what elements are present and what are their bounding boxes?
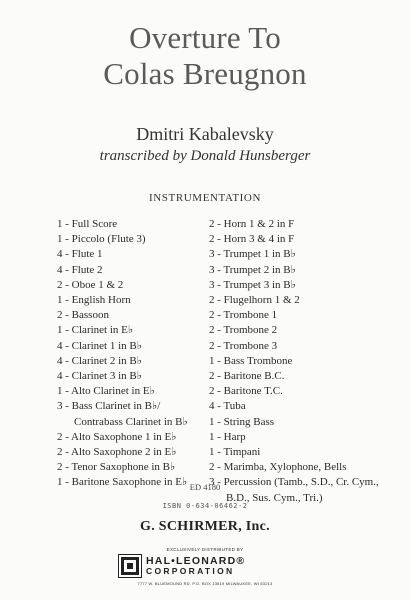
instrument-line: 2 - Bassoon xyxy=(57,309,109,322)
instrument-line: 3 - Percussion (Tamb., S.D., Cr. Cym., xyxy=(209,476,379,489)
instrument-line: 2 - Trombone 1 xyxy=(209,309,278,322)
instrument-line: 3 - Bass Clarinet in B♭/ xyxy=(57,400,161,413)
instrument-line: 2 - Alto Saxophone 2 in E♭ xyxy=(57,446,177,459)
composer-name: Dmitri Kabalevsky xyxy=(136,124,274,144)
instrument-line: 2 - Alto Saxophone 1 in E♭ xyxy=(57,430,177,443)
instrument-line: 4 - Clarinet 3 in B♭ xyxy=(57,370,142,383)
instrumentation-list-right xyxy=(209,217,389,506)
instrument-line: 1 - Full Score xyxy=(57,218,118,230)
instrumentation-list-left xyxy=(57,217,207,491)
instrument-line: 4 - Tuba xyxy=(209,400,246,413)
instrument-line: 1 - Bass Trombone xyxy=(209,354,293,367)
instrument-line: 1 - Timpani xyxy=(209,446,261,459)
instrument-line: 1 - Baritone Saxophone in E♭ xyxy=(57,476,188,489)
instrument-line: 2 - Trombone 2 xyxy=(209,324,278,337)
instrument-line: 2 - Trombone 3 xyxy=(209,339,278,352)
instrument-line: 2 - Horn 1 & 2 in F xyxy=(209,218,295,230)
distributor-note: EXCLUSIVELY DISTRIBUTED BY xyxy=(166,547,244,552)
page-title xyxy=(0,20,410,92)
publisher-name: G. SCHIRMER, Inc. xyxy=(140,519,270,534)
instrument-line: 2 - Flugelhorn 1 & 2 xyxy=(209,294,300,307)
hal-leonard-logo-icon xyxy=(118,554,142,578)
instrument-line: 2 - Baritone T.C. xyxy=(209,385,283,398)
instrument-line: 2 - Horn 3 & 4 in F xyxy=(209,233,295,246)
instrument-line: 1 - Clarinet in E♭ xyxy=(57,324,134,337)
instrument-line: 3 - Trumpet 2 in B♭ xyxy=(209,263,296,276)
hal-leonard-logo xyxy=(118,554,298,578)
instrument-line: 4 - Clarinet 1 in B♭ xyxy=(57,339,142,352)
instrument-line: 3 - Trumpet 1 in B♭ xyxy=(209,248,296,261)
title-line-2: Colas Breugnon xyxy=(103,56,307,91)
instrument-line: 2 - Baritone B.C. xyxy=(209,370,285,383)
logo-line-1: HAL•LEONARD® xyxy=(146,555,246,567)
instrument-line: 4 - Flute 1 xyxy=(57,248,103,261)
distributor-address: 7777 W. BLUEMOUND RD. P.O. BOX 13819 MILWAUKEE, WI 53213 xyxy=(137,581,273,586)
instrument-line: 3 - Trumpet 3 in B♭ xyxy=(209,278,296,291)
instrument-line: 1 - English Horn xyxy=(57,294,131,307)
instrument-line-continuation: Contrabass Clarinet in B♭ xyxy=(74,415,188,428)
instrumentation-heading: INSTRUMENTATION xyxy=(148,192,261,204)
instrument-line: 2 - Marimba, Xylophone, Bells xyxy=(209,461,347,474)
instrument-line: 1 - Harp xyxy=(209,430,246,443)
title-line-1: Overture To xyxy=(129,20,281,55)
edition-number: ED 4180 xyxy=(189,482,221,492)
instrument-line: 2 - Oboe 1 & 2 xyxy=(57,278,124,291)
instrument-line: 1 - String Bass xyxy=(209,415,275,428)
instrument-line-continuation: B.D., Sus. Cym., Tri.) xyxy=(226,491,323,504)
hal-leonard-wordmark xyxy=(146,556,245,576)
logo-line-2: CORPORATION xyxy=(146,566,235,576)
instrument-line: 4 - Clarinet 2 in B♭ xyxy=(57,354,142,367)
isbn-number: ISBN 0-634-06462-2 xyxy=(162,502,248,510)
instrument-line: 1 - Alto Clarinet in E♭ xyxy=(57,385,155,398)
transcriber-credit: transcribed by Donald Hunsberger xyxy=(99,148,311,164)
instrument-line: 2 - Tenor Saxophone in B♭ xyxy=(57,461,176,474)
instrument-line: 1 - Piccolo (Flute 3) xyxy=(57,233,146,246)
instrument-line: 4 - Flute 2 xyxy=(57,263,103,276)
